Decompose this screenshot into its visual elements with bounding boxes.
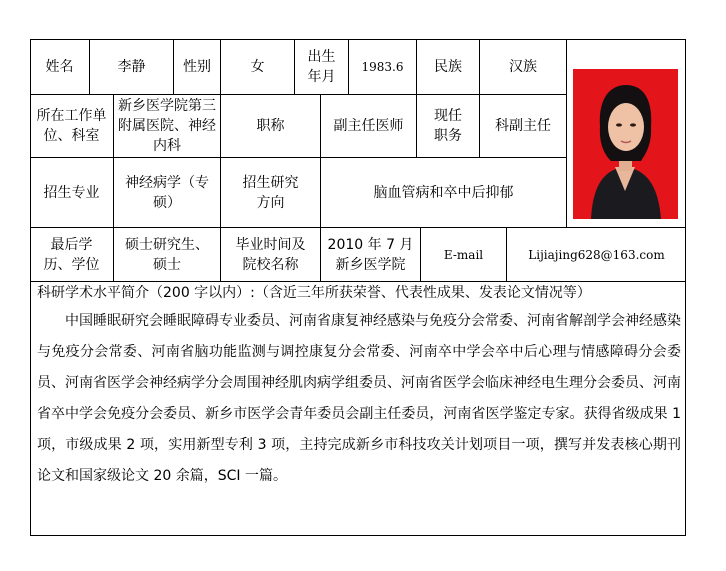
graduation-value: 2010 年 7 月新乡医学院 bbox=[327, 236, 414, 273]
birth-value: 1983.6 bbox=[361, 60, 404, 74]
title-label: 职称 bbox=[256, 118, 285, 134]
post-value: 科副主任 bbox=[495, 118, 551, 134]
intro-body: 中国睡眠研究会睡眠障碍专业委员、河南省康复神经感染与免疫分会常委、河南省解剖学会神经感染与免疫分会常委、河南省脑功能监测与调控康复分会常委、河南卒中学会卒中后心理与情感障碍分会委员、河南省医学会神经病学分会周围神经肌肉病学组委员、河南省医学会临床神经电生理分会委员、河南省卒中学会免疫分会委员、新乡市医学会青年委员会副主任委员，河南省医学鉴定专家。获得省级成果 1 项，市级成果 2 项，实用新型专利 3 项，主持完成新乡市科技攻关计划项目一项，撰写并发表核心期刊论文和国家级论文 20 余篇，SCI 一篇。 bbox=[37, 313, 681, 484]
portrait-image bbox=[573, 69, 678, 219]
degree-value: 硕士研究生、硕士 bbox=[125, 236, 209, 273]
degree-label: 最后学历、学位 bbox=[43, 236, 100, 273]
ethnic-label: 民族 bbox=[434, 59, 462, 75]
unit-label: 所在工作单位、科室 bbox=[36, 108, 107, 144]
gender-value: 女 bbox=[250, 59, 265, 75]
major-label: 招生专业 bbox=[43, 184, 100, 201]
gender-label: 性别 bbox=[183, 59, 211, 75]
ethnic-value: 汉族 bbox=[509, 59, 537, 75]
name-value: 李静 bbox=[117, 59, 146, 75]
major-value: 神经病学（专硕） bbox=[125, 174, 209, 211]
unit-value: 新乡医学院第三附属医院、神经内科 bbox=[118, 98, 216, 154]
grid-line bbox=[30, 281, 686, 282]
name-label: 姓名 bbox=[45, 59, 74, 75]
graduation-label: 毕业时间及院校名称 bbox=[235, 236, 306, 273]
email-label: E-mail bbox=[443, 247, 484, 262]
intro-heading: 科研学术水平简介（200 字以内）:（含近三年所获荣誉、代表性成果、发表论文情况等） bbox=[37, 285, 591, 301]
direction-value: 脑血管病和卒中后抑郁 bbox=[373, 184, 514, 201]
title-value: 副主任医师 bbox=[333, 118, 404, 134]
email-value: Lijiajing628@163.com bbox=[528, 247, 665, 262]
direction-label: 招生研究方向 bbox=[242, 174, 299, 211]
portrait-photo bbox=[573, 69, 678, 219]
grid-line bbox=[566, 39, 567, 227]
birth-label: 出生年月 bbox=[307, 49, 336, 85]
post-label: 现任职务 bbox=[434, 108, 462, 144]
